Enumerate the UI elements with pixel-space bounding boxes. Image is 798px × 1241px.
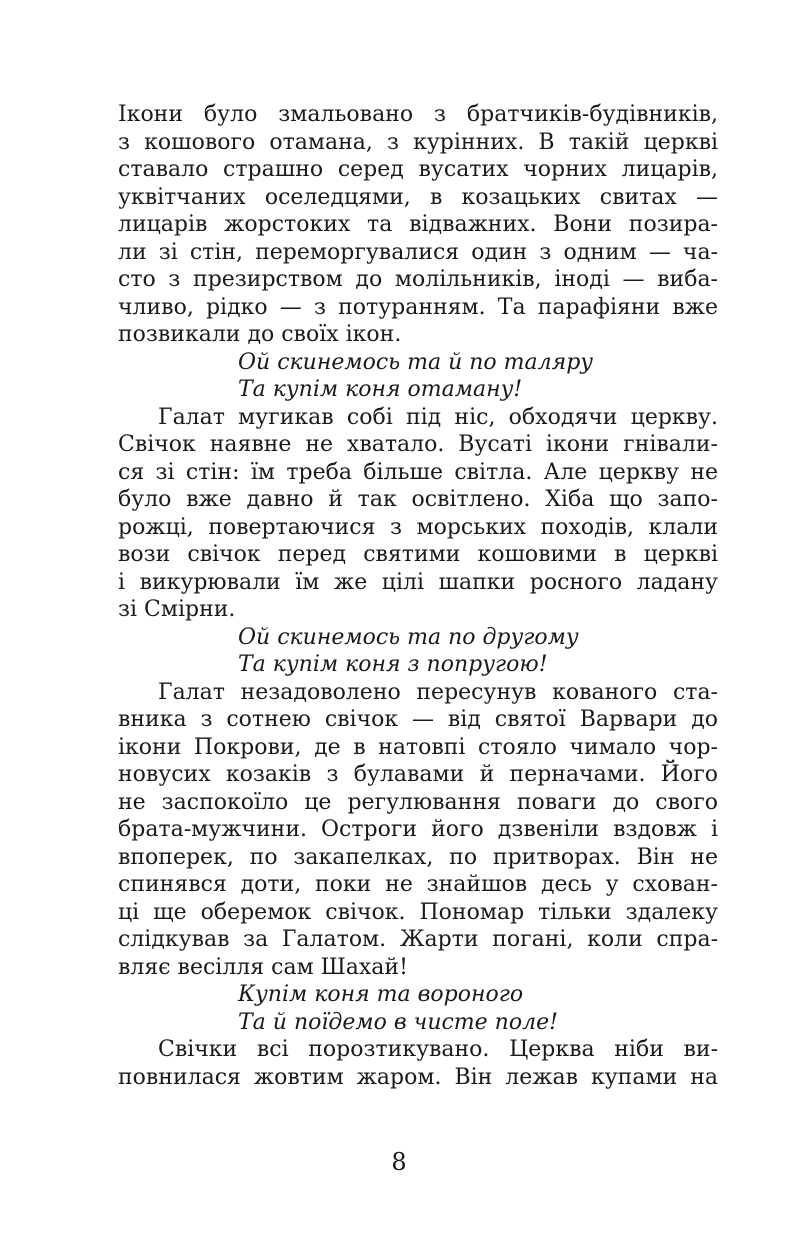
text-line: з кошового отамана, з курінних. В такій церкві bbox=[118, 129, 718, 155]
text-line: Галат мугикав собі під ніс, обходячи церкву. bbox=[158, 404, 718, 430]
text-line: ікони Покрови, де в натовпі стояло чимало чор- bbox=[118, 734, 718, 760]
text-line: вника з сотнею свічок — від святої Варвари до bbox=[118, 707, 718, 732]
text-line: і викурювали їм же цілі шапки росного ладану bbox=[118, 569, 718, 595]
text-line: спинявся доти, поки не знайшов десь у схован- bbox=[118, 872, 718, 897]
verse-line: Та купім коня отаману! bbox=[238, 377, 523, 402]
page-number: 8 bbox=[391, 1148, 407, 1176]
text-line: чливо, рідко — з потуранням. Та парафіяни вже bbox=[118, 294, 718, 320]
verse-line: Ой скинемось та по другому bbox=[238, 624, 579, 650]
text-line: впоперек, по закапелках, по притворах. Він не bbox=[118, 844, 718, 870]
text-line: вляє весілля сам Шахай! bbox=[118, 954, 408, 980]
body-text bbox=[118, 101, 718, 1091]
text-line: Свічок наявне не хватало. Вусаті ікони гнівали- bbox=[118, 432, 718, 457]
verse-line: Та й поїдемо в чисте поле! bbox=[238, 1009, 558, 1035]
text-line: повнилася жовтим жаром. Він лежав купами на bbox=[118, 1064, 718, 1090]
text-line: ці ще оберемок свічок. Пономар тільки здалеку bbox=[118, 899, 718, 925]
verse-line: Та купім коня з попругою! bbox=[238, 652, 548, 677]
verse-line: Ой скинемось та й по таляру bbox=[238, 349, 594, 375]
text-line: позвикали до своїх ікон. bbox=[118, 322, 402, 347]
verse-line: Купім коня та вороного bbox=[238, 982, 524, 1007]
text-line: брата-мужчини. Остроги його дзвеніли вздовж і bbox=[118, 817, 718, 842]
text-line: вози свічок перед святими кошовими в церкві bbox=[118, 542, 718, 567]
text-line: новусих козаків з булавами й перначами. Його bbox=[118, 762, 718, 787]
text-line: Свічки всі порозтикувано. Церква ніби ви- bbox=[158, 1037, 718, 1062]
text-line: Галат незадоволено пересунув кованого ста- bbox=[158, 679, 718, 705]
text-line: ли зі стін, переморгувалися один з одним — ча- bbox=[118, 239, 718, 265]
text-line: Ікони було змальовано з братчиків-будівників, bbox=[118, 102, 718, 127]
text-line: уквітчаних оселедцями, в козацьких свитах — bbox=[118, 184, 718, 210]
text-line: слідкував за Галатом. Жарти погані, коли спра- bbox=[118, 927, 718, 952]
text-line: ставало страшно серед вусатих чорних лицарів, bbox=[118, 157, 718, 182]
text-line: сто з презирством до молільників, іноді — виба- bbox=[118, 267, 718, 292]
text-line: зі Смірни. bbox=[118, 597, 236, 622]
text-line: рожці, повертаючися з морських походів, клали bbox=[118, 514, 718, 540]
text-line: було вже давно й так освітлено. Хіба що запо- bbox=[118, 487, 718, 512]
text-line: ся зі стін: їм треба більше світла. Але церкву не bbox=[118, 459, 718, 485]
text-line: не заспокоїло це регулювання поваги до свого bbox=[118, 789, 718, 815]
text-line: лицарів жорстоких та відважних. Вони позира- bbox=[118, 212, 718, 237]
